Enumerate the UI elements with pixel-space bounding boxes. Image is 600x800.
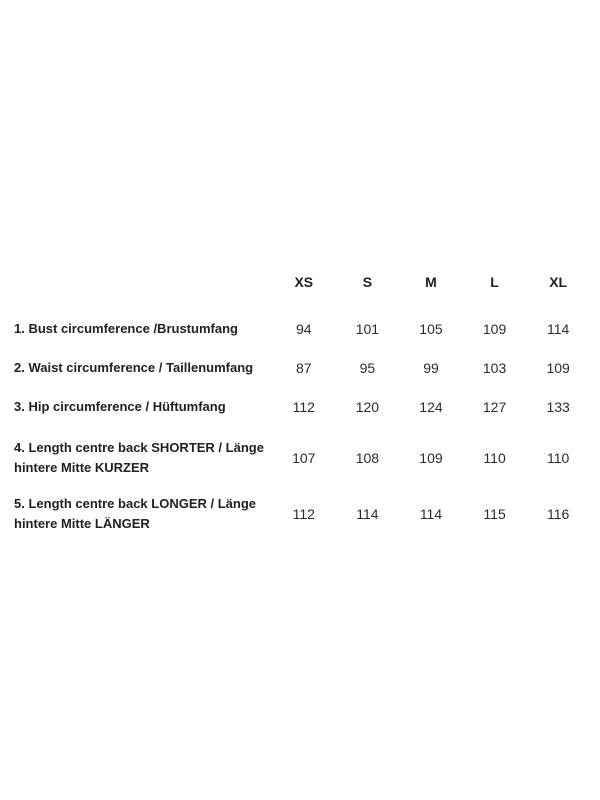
cell-xl: 109 (546, 359, 570, 376)
row-label: 4. Length centre back SHORTER / Länge hintere Mitte KURZER (14, 440, 264, 475)
cell-m: 99 (423, 359, 439, 376)
cell-s: 101 (355, 320, 380, 337)
cell-xs: 112 (292, 506, 315, 522)
cell-m: 105 (419, 320, 443, 337)
column-header-xl: XL (549, 274, 568, 290)
cell-l: 103 (482, 359, 507, 376)
cell-s: 114 (356, 506, 379, 522)
cell-m: 114 (419, 506, 443, 522)
row-label: 3. Hip circumference / Hüftumfang (14, 398, 226, 414)
cell-xl: 114 (547, 320, 570, 337)
cell-l: 115 (483, 506, 506, 522)
column-header-l: L (490, 274, 499, 290)
size-chart-table (14, 269, 590, 542)
cell-s: 95 (359, 359, 376, 376)
table-row (14, 430, 590, 486)
size-chart-header-row (14, 269, 590, 295)
cell-s: 108 (355, 450, 380, 466)
table-row (14, 309, 590, 348)
size-chart-rows (14, 309, 590, 542)
row-label: 2. Waist circumference / Taillenumfang (14, 359, 254, 375)
table-row (14, 387, 590, 426)
cell-m: 109 (419, 450, 443, 466)
cell-xl: 110 (547, 450, 570, 466)
column-header-s: S (362, 274, 373, 290)
cell-s: 120 (355, 398, 380, 415)
cell-xl: 133 (546, 398, 570, 415)
cell-xs: 87 (296, 359, 312, 376)
cell-m: 124 (419, 398, 443, 415)
cell-xl: 116 (547, 506, 570, 522)
column-header-xs: XS (294, 274, 314, 290)
table-row (14, 486, 590, 542)
cell-xs: 112 (292, 398, 315, 415)
cell-xs: 94 (296, 320, 312, 337)
row-label: 1. Bust circumference /Brustumfang (14, 320, 238, 336)
cell-l: 110 (483, 450, 506, 466)
column-header-m: M (425, 274, 437, 290)
cell-l: 127 (482, 398, 507, 415)
table-row (14, 348, 590, 387)
row-label: 5. Length centre back LONGER / Länge hintere Mitte LÄNGER (14, 496, 256, 531)
cell-xs: 107 (292, 450, 316, 466)
cell-l: 109 (482, 320, 507, 337)
